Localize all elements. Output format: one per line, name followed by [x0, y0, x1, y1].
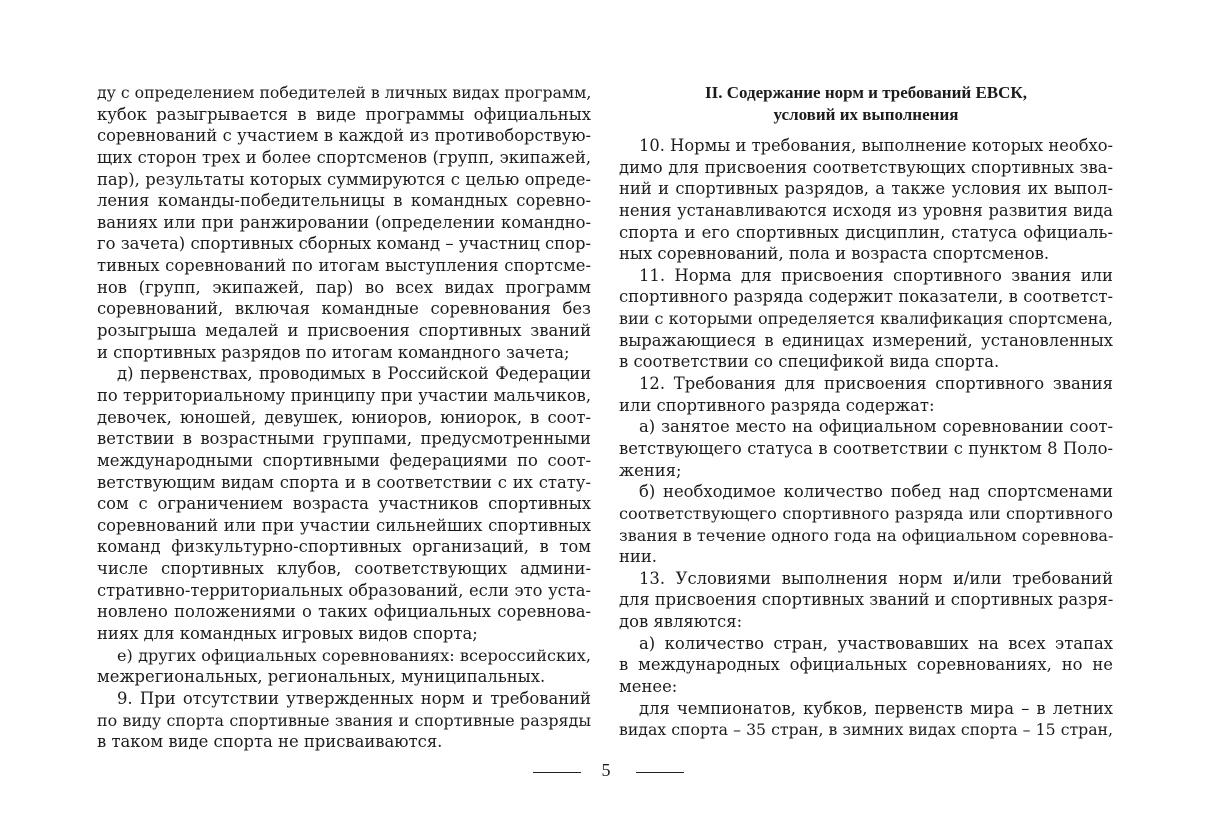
text-line: для присвоения спортивных званий и спортивных разря-: [619, 590, 1114, 610]
text-line: спортивного разряда содержит показатели, в соответст-: [619, 287, 1113, 307]
text-line: 13. Условиями выполнения норм и/или требований: [639, 568, 1113, 588]
page-number: 5: [601, 760, 611, 780]
text-line: спорта и его спортивных дисциплин, статуса официаль-: [619, 222, 1113, 242]
text-line: ний и спортивных разрядов, а также условия их выпол-: [619, 179, 1113, 199]
text-line: жения;: [619, 460, 682, 480]
text-line: по виду спорта спортивные звания и спортивные разряды: [97, 710, 591, 730]
text-line: ниях для командных игровых видов спорта;: [97, 624, 478, 644]
text-line: стративно-территориальных образований, если это уста-: [97, 580, 591, 600]
text-line: соревнований с участием в каждой из противоборствую-: [97, 126, 591, 146]
text-line: команд физкультурно-спортивных организаций, в том: [97, 537, 591, 557]
text-line: розыгрыша медалей и присвоения спортивных званий: [97, 321, 591, 341]
text-line: а) занятое место на официальном соревновании соот-: [639, 417, 1113, 437]
text-line: и спортивных разрядов по итогам командного зачета;: [97, 342, 570, 362]
text-line: б) необходимое количество побед над спортсменами: [639, 482, 1113, 502]
right-column: [619, 82, 1113, 741]
text-line: менее:: [619, 677, 678, 697]
text-line: а) количество стран, участвовавших на всех этапах: [639, 633, 1113, 653]
text-line: нения устанавливаются исходя из уровня развития вида: [619, 200, 1113, 220]
text-line: 9. При отсутствии утвержденных норм и требований: [117, 688, 591, 708]
text-line: е) других официальных соревнованиях: всероссийских,: [117, 645, 591, 665]
text-line: д) первенствах, проводимых в Российской Федерации: [117, 364, 591, 384]
text-line: выражающиеся в единицах измерений, установленных: [619, 330, 1113, 350]
text-line: вии с которыми определяется квалификация спортсмена,: [619, 309, 1113, 329]
text-line: соответствующего спортивного разряда или спортивного: [619, 503, 1113, 523]
text-line: видах спорта – 35 стран, в зимних видах спорта – 15 стран,: [619, 720, 1113, 740]
text-line: щих сторон трех и более спортсменов (групп, экипажей,: [97, 147, 591, 167]
left-column: [97, 82, 591, 753]
text-line: соревнований, включая командные соревнования без: [97, 299, 591, 319]
section-heading: [619, 82, 1113, 126]
text-line: пар), результаты которых суммируются с целью опреде-: [97, 169, 591, 189]
text-line: димо для присвоения соответствующих спортивных зва-: [619, 157, 1113, 177]
text-line: 12. Требования для присвоения спортивного звания: [639, 374, 1113, 394]
section-heading-line-2: условий их выполнения: [773, 105, 959, 124]
text-line: международными спортивными федерациями по соот-: [97, 450, 591, 470]
text-line: звания в течение одного года на официальном соревнова-: [619, 525, 1114, 545]
text-line: ления команды-победительницы в командных соревно-: [97, 191, 591, 211]
text-line: соревнований или при участии сильнейших спортивных: [97, 515, 591, 535]
text-line: новлено положениями о таких официальных соревнова-: [97, 602, 591, 622]
text-line: числе спортивных клубов, соответствующих админи-: [97, 559, 591, 579]
text-line: тивных соревнований по итогам выступления спортсме-: [97, 256, 591, 276]
section-heading-line-1: II. Содержание норм и требований ЕВСК,: [705, 83, 1027, 102]
text-line: дов являются:: [619, 612, 743, 632]
text-line: девочек, юношей, девушек, юниоров, юниорок, в соот-: [97, 407, 591, 427]
text-line: ветствующего статуса в соответствии с пунктом 8 Поло-: [619, 438, 1113, 458]
text-line: нов (групп, экипажей, пар) во всех видах программ: [97, 277, 591, 297]
footer-rule-right: [636, 772, 684, 773]
text-line: 11. Норма для присвоения спортивного звания или: [639, 265, 1113, 285]
text-line: 10. Нормы и требования, выполнение которых необхо-: [639, 136, 1113, 155]
text-line: сом с ограничением возраста участников спортивных: [97, 494, 591, 514]
text-line: ду с определением победителей в личных видах программ,: [97, 83, 592, 102]
text-line: ветствующим видам спорта и в соответствии с их стату-: [97, 472, 591, 492]
text-line: в таком виде спорта не присваиваются.: [97, 732, 443, 752]
page-footer: [0, 760, 1211, 784]
text-line: межрегиональных, региональных, муниципальных.: [97, 667, 546, 687]
text-line: ваниях или при ранжировании (определении командно-: [97, 212, 591, 232]
right-column-body: [619, 135, 1113, 741]
text-line: для чемпионатов, кубков, первенств мира – в летних: [639, 698, 1113, 718]
text-line: нии.: [619, 547, 657, 567]
text-line: или спортивного разряда содержат:: [619, 395, 935, 415]
text-line: го зачета) спортивных сборных команд – участниц спор-: [97, 234, 591, 254]
text-line: ветствии в возрастными группами, предусмотренными: [97, 429, 591, 449]
text-line: по территориальному принципу при участии мальчиков,: [97, 385, 591, 405]
footer-rule-left: [533, 772, 581, 773]
text-line: кубок разыгрывается в виде программы официальных: [97, 104, 591, 124]
text-line: в международных официальных соревнованиях, но не: [619, 655, 1113, 675]
text-line: ных соревнований, пола и возраста спортсменов.: [619, 244, 1050, 264]
text-line: в соответствии со спецификой вида спорта.: [619, 352, 1000, 372]
